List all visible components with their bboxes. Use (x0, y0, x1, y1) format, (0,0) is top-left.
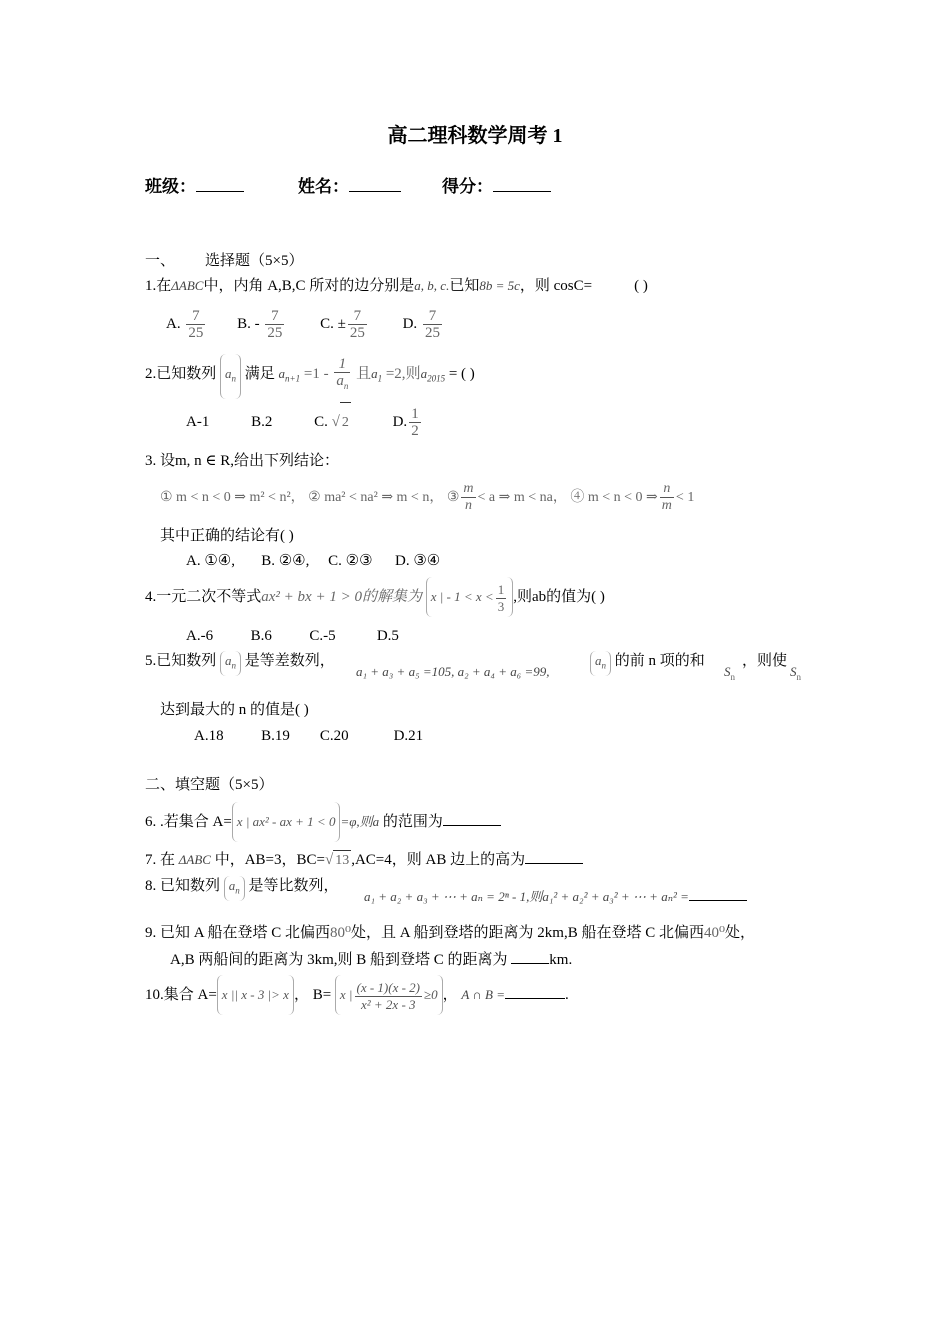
question-2: 2.已知数列 $a_n$ 满足 $a_{n+1} =1$ - $\frac{1}{a_n}$ 且$a_1 =2$,则$a_{2015}$ = ( ) (145, 354, 475, 399)
score-field: 得分： (442, 177, 551, 197)
question-5-sn2: $S_n$ (790, 664, 801, 682)
statement-2: ② ma² < na² ⇒ m < n， (308, 490, 444, 505)
question-1-options (166, 304, 444, 344)
question-5: 5.已知数列 $a_n$ 是等差数列， (145, 651, 335, 676)
question-3-ask: 其中正确的结论有( ) (160, 528, 294, 544)
question-6: 6. .若集合 A= x | ax² - ax + 1 < 0 =φ,则a 的范围为 (145, 802, 501, 842)
question-1: 1.在ΔABC中，内角 A,B,C 所对的边分别是a, b, c.已知8b = 5c，则 cosC= ( ) (145, 278, 648, 294)
question-5-options: A.18 B.19 C.20 D.21 (194, 728, 424, 744)
question-5-equation: a₁ + a₃ + a₅ =105, a₂ + a₄ + a₆ =99, (356, 664, 550, 679)
option-a: A-1 (186, 414, 210, 430)
option-b: B. - $\frac{7}{25}$ (237, 308, 283, 342)
question-5-line2: 达到最大的 n 的值是( ) (160, 702, 309, 718)
section-fill-heading: 二、填空题（5×5） (145, 777, 274, 793)
question-3-options: A. ①④, B. ②④, C. ②③ D. ③④ (186, 553, 441, 569)
option-b: B.2 (251, 414, 273, 430)
statement-1: ① m < n < 0 ⇒ m² < n²， (160, 490, 305, 505)
question-10: 10.集合 A= x || x - 3 |> x ， B= x | $\frac{(x - 1)(x - 2)}{\text{x² + 2x - 3}}$ ≥0 ， A ∩ B = . (145, 975, 569, 1015)
name-field: 姓名： (298, 177, 401, 197)
question-5-tail3: ，则使 (742, 653, 788, 669)
question-4: 4.一元二次不等式ax² + bx + 1 > 0的解集为 x | - 1 < x < $\frac{1}{3}$ ,则ab的值为( ) (145, 577, 605, 617)
statement-4: ④ m < n < 0 ⇒ $\frac{n}{m}$ < 1 (570, 481, 695, 514)
question-8: 8. 已知数列 $a_n$ 是等比数列， (145, 876, 339, 901)
question-3-statements (160, 478, 694, 518)
option-c: C. √ 2 (314, 414, 351, 430)
question-9: 9. 已知 A 船在登塔 C 北偏西80⁰处，且 A 船到登塔的距离为 2km,B 船在登塔 C 北偏西40⁰处， (145, 925, 755, 941)
question-7: 7. 在 ΔABC 中，AB=3，BC=√ 13 ,AC=4，则 AB 边上的高为 (145, 849, 583, 871)
option-a: A. $\frac{7}{25}$ (166, 308, 204, 342)
question-3: 3. 设m, n ∈ R,给出下列结论： (145, 453, 340, 469)
question-5-sn: $S_n$ (724, 664, 735, 682)
page-title: 高二理科数学周考 1 (387, 125, 563, 147)
question-5-tail: $a_n$ 的前 n 项的和 (590, 651, 705, 676)
option-c: C. ± $\frac{7}{25}$ (320, 308, 365, 342)
option-d: D. $\frac{1}{2}$ (392, 406, 419, 440)
statement-3: ③ $\frac{m}{n}$ < a ⇒ m < na， (446, 481, 567, 514)
question-2-options (186, 402, 423, 443)
question-9-line2: A,B 两船间的距离为 3km,则 B 船到登塔 C 的距离为 km. (170, 949, 572, 970)
question-8-equation: a₁ + a₂ + a₃ + ⋯ + aₙ = 2ⁿ - 1,则a₁² + a₂² + a₃² + ⋯ + aₙ² = (364, 886, 747, 908)
class-field: 班级： (145, 177, 244, 197)
option-d: D. $\frac{7}{25}$ (402, 308, 440, 342)
section-choice-heading: 一、 选择题（5×5） (145, 253, 304, 269)
question-4-options: A.-6 B.6 C.-5 D.5 (186, 628, 399, 644)
